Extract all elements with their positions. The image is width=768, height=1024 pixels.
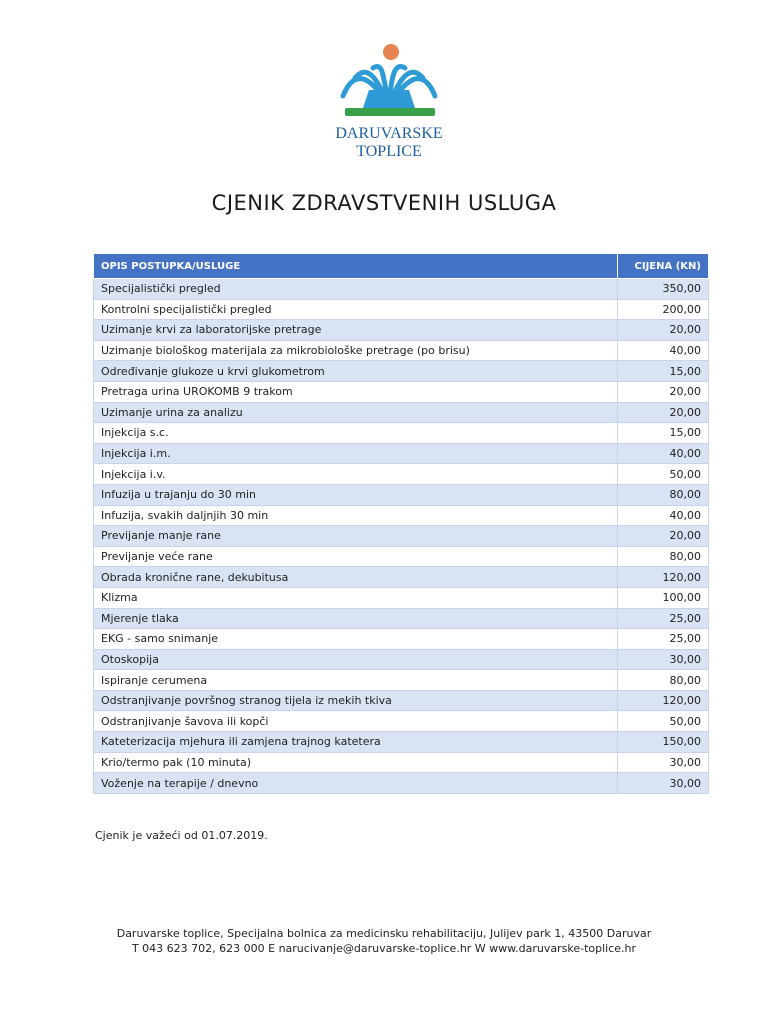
table-row (94, 381, 709, 402)
price-cell: 40,00 (618, 340, 709, 361)
service-cell: Kateterizacija mjehura ili zamjena trajnog katetera (94, 732, 618, 753)
service-cell: Injekcija i.m. (94, 443, 618, 464)
service-cell: Uzimanje urina za analizu (94, 402, 618, 423)
price-cell: 80,00 (618, 484, 709, 505)
validity-note: Cjenik je važeći od 01.07.2019. (95, 829, 268, 842)
service-cell: Obrada kronične rane, dekubitusa (94, 567, 618, 588)
service-cell: Previjanje manje rane (94, 526, 618, 547)
footer-contact: T 043 623 702, 623 000 E narucivanje@daruvarske-toplice.hr W www.daruvarske-toplice.hr (131, 942, 637, 955)
price-cell: 30,00 (618, 649, 709, 670)
service-cell: Uzimanje krvi za laboratorijske pretrage (94, 320, 618, 341)
price-cell: 20,00 (618, 526, 709, 547)
table-row (94, 711, 709, 732)
service-cell: Infuzija u trajanju do 30 min (94, 484, 618, 505)
column-header-service: OPIS POSTUPKA/USLUGE (94, 254, 618, 279)
service-cell: Odstranjivanje površnog stranog tijela iz mekih tkiva (94, 690, 618, 711)
service-cell: Pretraga urina URОKOMB 9 trakom (94, 381, 618, 402)
table-row (94, 279, 709, 300)
price-cell: 100,00 (618, 587, 709, 608)
table-row (94, 423, 709, 444)
price-cell: 15,00 (618, 423, 709, 444)
table-row (94, 670, 709, 691)
page-title: CJENIK ZDRAVSTVENIH USLUGA (211, 191, 557, 215)
service-cell: Specijalistički pregled (94, 279, 618, 300)
table-row (94, 649, 709, 670)
table-row (94, 587, 709, 608)
service-cell: Infuzija, svakih daljnjih 30 min (94, 505, 618, 526)
service-cell: Uzimanje biološkog materijala za mikrobiološke pretrage (po brisu) (94, 340, 618, 361)
price-cell: 200,00 (618, 299, 709, 320)
price-cell: 50,00 (618, 464, 709, 485)
service-cell: Kontrolni specijalistički pregled (94, 299, 618, 320)
table-row (94, 361, 709, 382)
price-cell: 120,00 (618, 567, 709, 588)
table-row (94, 526, 709, 547)
service-cell: EKG - samo snimanje (94, 629, 618, 650)
price-cell: 80,00 (618, 670, 709, 691)
service-cell: Injekcija s.c. (94, 423, 618, 444)
table-row (94, 608, 709, 629)
table-row (94, 464, 709, 485)
price-table (93, 253, 709, 794)
table-row (94, 484, 709, 505)
table-row (94, 340, 709, 361)
table-row (94, 546, 709, 567)
service-cell: Odstranjivanje šavova ili kopči (94, 711, 618, 732)
service-cell: Ispiranje cerumena (94, 670, 618, 691)
table-row (94, 773, 709, 794)
price-cell: 350,00 (618, 279, 709, 300)
logo-text-line1: DARUVARSKE (335, 125, 443, 142)
price-cell: 30,00 (618, 752, 709, 773)
price-cell: 15,00 (618, 361, 709, 382)
service-cell: Voženje na terapije / dnevno (94, 773, 618, 794)
price-cell: 50,00 (618, 711, 709, 732)
logo (0, 38, 768, 160)
table-row (94, 443, 709, 464)
table-row (94, 299, 709, 320)
price-cell: 120,00 (618, 690, 709, 711)
price-cell: 20,00 (618, 402, 709, 423)
price-cell: 20,00 (618, 381, 709, 402)
service-cell: Previjanje veće rane (94, 546, 618, 567)
price-cell: 80,00 (618, 546, 709, 567)
table-row (94, 629, 709, 650)
service-cell: Krio/termo pak (10 minuta) (94, 752, 618, 773)
table-header-row (94, 254, 709, 279)
table-row (94, 402, 709, 423)
price-cell: 150,00 (618, 732, 709, 753)
logo-text-line2: TOPLICE (356, 143, 422, 160)
service-cell: Otoskopija (94, 649, 618, 670)
service-cell: Određivanje glukoze u krvi glukometrom (94, 361, 618, 382)
table-row (94, 752, 709, 773)
table-row (94, 732, 709, 753)
price-cell: 20,00 (618, 320, 709, 341)
table-row (94, 690, 709, 711)
table-row (94, 567, 709, 588)
price-cell: 25,00 (618, 608, 709, 629)
table-body (94, 279, 709, 794)
price-cell: 25,00 (618, 629, 709, 650)
column-header-price: CIJENA (KN) (618, 254, 709, 279)
service-cell: Mjerenje tlaka (94, 608, 618, 629)
price-cell: 40,00 (618, 505, 709, 526)
service-cell: Klizma (94, 587, 618, 608)
table-row (94, 320, 709, 341)
price-cell: 30,00 (618, 773, 709, 794)
service-cell: Injekcija i.v. (94, 464, 618, 485)
price-cell: 40,00 (618, 443, 709, 464)
daruvarske-toplice-logo-icon (333, 38, 443, 160)
footer-address: Daruvarske toplice, Specijalna bolnica za medicinsku rehabilitaciju, Julijev park 1, 43500 Daruvar (116, 927, 652, 940)
table-row (94, 505, 709, 526)
